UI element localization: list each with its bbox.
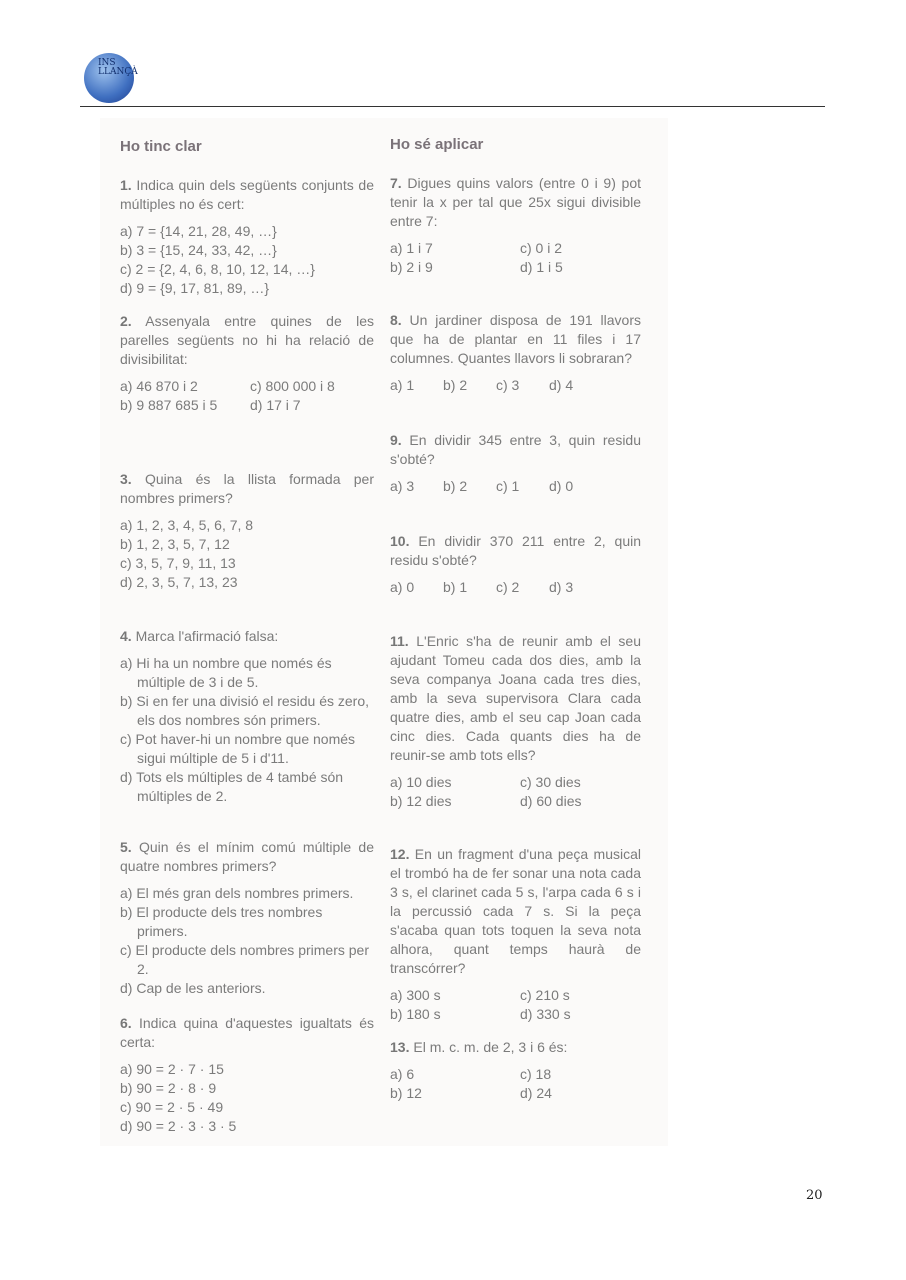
question-number: 2. <box>120 313 132 329</box>
answer-option: a) 3 <box>390 478 415 494</box>
answer-option: d) 1 i 5 <box>520 259 563 275</box>
page-number: 20 <box>806 1188 823 1203</box>
answer-option: d) 60 dies <box>520 793 582 809</box>
answer-option: c) 210 s <box>520 987 570 1003</box>
answer-options <box>390 1065 641 1103</box>
question-11 <box>390 632 641 811</box>
answer-options <box>390 376 641 395</box>
answer-option: a) Hi ha un nombre que només és múltiple de 3 i de 5. <box>120 655 332 690</box>
answer-option: d) 3 <box>549 579 574 595</box>
answer-option: a) 7 = {14, 21, 28, 49, …} <box>120 223 277 239</box>
answer-option: c) 0 i 2 <box>520 240 563 256</box>
question-text <box>120 838 374 876</box>
answer-option: c) 2 = {2, 4, 6, 8, 10, 12, 14, …} <box>120 261 315 277</box>
answer-option: c) 3, 5, 7, 9, 11, 13 <box>120 555 236 571</box>
answer-option: a) 46 870 i 2 <box>120 378 198 394</box>
answer-options <box>390 773 641 811</box>
answer-option: c) 3 <box>496 377 520 393</box>
question-prompt: El m. c. m. de 2, 3 i 6 és: <box>413 1039 568 1055</box>
question-3 <box>120 470 374 592</box>
question-text <box>390 431 641 469</box>
question-number: 12. <box>390 846 410 862</box>
answer-option: b) El producte dels tres nombres primers. <box>120 904 323 939</box>
answer-options <box>120 1060 374 1136</box>
question-prompt: Assenyala entre quines de les parelles següents no hi ha relació de divisibilitat: <box>120 313 374 367</box>
answer-option: a) 10 dies <box>390 774 452 790</box>
question-7 <box>390 174 641 277</box>
answer-option: c) 18 <box>520 1066 552 1082</box>
answer-option: a) 6 <box>390 1066 415 1082</box>
question-number: 9. <box>390 432 402 448</box>
question-text <box>390 311 641 368</box>
answer-option: b) 2 i 9 <box>390 259 433 275</box>
answer-options <box>390 578 641 597</box>
answer-option: c) 30 dies <box>520 774 581 790</box>
question-text <box>120 1014 374 1052</box>
answer-option: b) 180 s <box>390 1006 441 1022</box>
question-prompt: Indica quin dels següents conjunts de múltiples no és cert: <box>120 177 375 212</box>
left-heading: Ho tinc clar <box>120 138 202 155</box>
question-5 <box>120 838 374 998</box>
answer-option: b) 90 = 2 · 8 · 9 <box>120 1080 217 1096</box>
question-prompt: Un jardiner disposa de 191 llavors que ha de plantar en 11 files i 17 columnes. Quantes llavors li sobraran? <box>390 312 642 366</box>
answer-options <box>120 884 374 998</box>
answer-option: a) El més gran dels nombres primers. <box>120 885 354 901</box>
question-13 <box>390 1038 641 1103</box>
question-prompt: L'Enric s'ha de reunir amb el seu ajudant Tomeu cada dos dies, amb la seva companya Joana cada tres dies, amb la seva supervisora Clara cada quatre dies, amb el seu cap Joan cada cinc dies. Cada quants dies ha de reunir-se amb tots ells? <box>390 633 642 763</box>
answer-option: c) 1 <box>496 478 520 494</box>
answer-option: b) 9 887 685 i 5 <box>120 397 218 413</box>
answer-options <box>120 516 374 592</box>
question-number: 13. <box>390 1039 410 1055</box>
answer-options <box>390 477 641 496</box>
question-prompt: En dividir 370 211 entre 2, quin residu s'obté? <box>390 533 641 568</box>
question-prompt: Quina és la llista formada per nombres primers? <box>120 471 374 506</box>
answer-option: a) 1 i 7 <box>390 240 433 256</box>
question-prompt: En un fragment d'una peça musical el trombó ha de fer sonar una nota cada 3 s, el clarinet cada 5 s, l'arpa cada 6 s i la percussió cada 7 s. Si la peça s'acaba quan tots toquen la seva nota alhora, quant temps haurà de transcórrer? <box>390 846 641 976</box>
question-12 <box>390 845 641 1024</box>
answer-option: c) 90 = 2 · 5 · 49 <box>120 1099 224 1115</box>
question-1 <box>120 176 374 298</box>
answer-options <box>120 377 374 415</box>
question-text <box>390 174 641 231</box>
answer-option: a) 300 s <box>390 987 441 1003</box>
question-9 <box>390 431 641 496</box>
question-8 <box>390 311 641 395</box>
header-divider <box>80 106 825 107</box>
question-prompt: En dividir 345 entre 3, quin residu s'obté? <box>390 432 642 467</box>
question-text <box>390 632 641 765</box>
question-6 <box>120 1014 374 1136</box>
answer-option: c) El producte dels nombres primers per 2. <box>120 942 369 977</box>
question-10 <box>390 532 641 597</box>
answer-option: b) 12 dies <box>390 793 452 809</box>
answer-option: d) 90 = 2 · 3 · 3 · 5 <box>120 1118 237 1134</box>
question-text <box>390 532 641 570</box>
answer-option: a) 0 <box>390 579 415 595</box>
answer-option: b) 12 <box>390 1085 422 1101</box>
answer-option: d) 0 <box>549 478 574 494</box>
question-number: 8. <box>390 312 402 328</box>
answer-options <box>120 222 374 298</box>
answer-option: d) 24 <box>520 1085 552 1101</box>
question-number: 7. <box>390 175 402 191</box>
school-logo <box>84 53 138 103</box>
right-heading: Ho sé aplicar <box>390 136 484 153</box>
answer-option: b) 2 <box>443 478 468 494</box>
question-prompt: Digues quins valors (entre 0 i 9) pot tenir la x per tal que 25x sigui divisible entre 7: <box>390 175 642 229</box>
question-number: 5. <box>120 839 132 855</box>
answer-option: d) 2, 3, 5, 7, 13, 23 <box>120 574 238 590</box>
question-prompt: Marca l'afirmació falsa: <box>135 628 279 644</box>
answer-option: b) 3 = {15, 24, 33, 42, …} <box>120 242 277 258</box>
answer-option: d) Cap de les anteriors. <box>120 980 266 996</box>
answer-option: d) 330 s <box>520 1006 571 1022</box>
question-number: 3. <box>120 471 132 487</box>
question-number: 6. <box>120 1015 132 1031</box>
answer-option: b) 1, 2, 3, 5, 7, 12 <box>120 536 230 552</box>
question-number: 1. <box>120 177 132 193</box>
question-number: 4. <box>120 628 132 644</box>
answer-option: c) 800 000 i 8 <box>250 378 335 394</box>
answer-option: b) Si en fer una divisió el residu és zero, els dos nombres són primers. <box>120 693 370 728</box>
question-text <box>120 312 374 369</box>
question-text <box>390 1038 641 1057</box>
question-text <box>120 176 374 214</box>
question-prompt: Quin és el mínim comú múltiple de quatre nombres primers? <box>120 839 374 874</box>
question-2 <box>120 312 374 415</box>
answer-option: d) 17 i 7 <box>250 397 301 413</box>
answer-option: a) 1, 2, 3, 4, 5, 6, 7, 8 <box>120 517 254 533</box>
answer-options <box>120 654 374 806</box>
question-text <box>120 470 374 508</box>
question-prompt: Indica quina d'aquestes igualtats és certa: <box>120 1015 374 1050</box>
answer-options <box>390 986 641 1024</box>
question-text <box>120 627 374 646</box>
answer-option: a) 90 = 2 · 7 · 15 <box>120 1061 224 1077</box>
question-text <box>390 845 641 978</box>
answer-option: c) Pot haver-hi un nombre que només sigui múltiple de 5 i d'11. <box>120 731 356 766</box>
answer-option: c) 2 <box>496 579 520 595</box>
answer-option: b) 1 <box>443 579 468 595</box>
answer-option: a) 1 <box>390 377 415 393</box>
answer-option: b) 2 <box>443 377 468 393</box>
question-4 <box>120 627 374 806</box>
logo-text: INS LLANÇÀ <box>98 58 138 77</box>
question-number: 11. <box>390 633 409 649</box>
answer-option: d) Tots els múltiples de 4 també són múltiples de 2. <box>120 769 344 804</box>
answer-option: d) 4 <box>549 377 574 393</box>
answer-options <box>390 239 641 277</box>
question-number: 10. <box>390 533 410 549</box>
answer-option: d) 9 = {9, 17, 81, 89, …} <box>120 280 270 296</box>
